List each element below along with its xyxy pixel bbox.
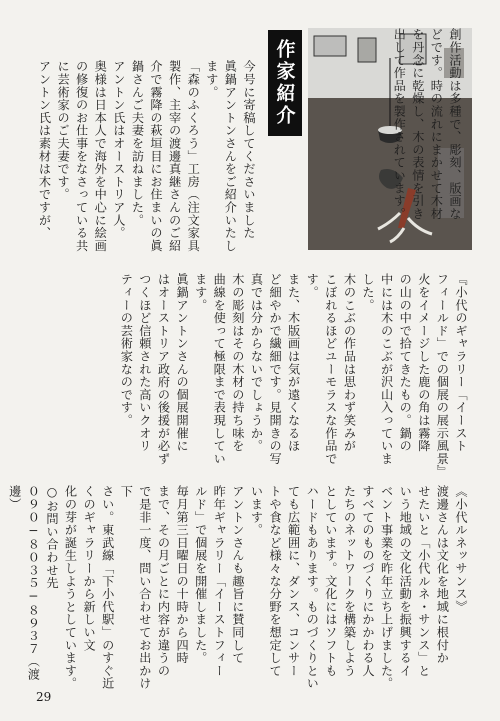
text-line: トや食など様々な分野を想定して: [268, 485, 283, 677]
text-line: ます。: [204, 60, 219, 99]
text-line: 木のこぶの作品は思わず笑みが: [342, 273, 357, 453]
text-line: 奥様は日本人で海外を中心に絵画: [93, 60, 108, 252]
text-line: 曲線を使って極限まで表現してい: [212, 273, 227, 465]
text-line: 出して作品を製作されています。: [392, 28, 407, 220]
section-title: 作家紹介: [268, 30, 302, 136]
text-line: としています。文化にはソフトも: [323, 485, 338, 677]
text-line: に芸術家のご夫妻です。: [56, 60, 71, 201]
text-line: 昨年ギャラリー「イーストフィー: [212, 485, 227, 677]
text-line: ハードもあります。ものづくりとい: [305, 485, 320, 690]
text-line: の修復のお仕事をなさっている共: [74, 60, 89, 252]
text-line: はオーストリア政府の後援が必ず: [156, 273, 171, 465]
text-line: ティーの芸術家なのです。: [119, 273, 134, 427]
text-line: 火をイメージした鹿の角は霧降: [416, 273, 431, 453]
page-number: 29: [36, 690, 52, 704]
text-line: たちのネットワークを構築しよう: [342, 485, 357, 677]
text-line: つくほど信頼された高いクオリ: [137, 273, 152, 453]
text-line: 「森のふくろう」工房（注文家具: [186, 60, 201, 252]
text-line: フィールド」での個展の展示風景』: [435, 273, 450, 478]
text-line: まで、その月ごとに内容が違うの: [156, 485, 171, 677]
text-line: 《小代ルネッサンス》: [454, 485, 468, 613]
text-line: いう地域の文化活動を振興するイ: [398, 485, 413, 677]
text-line: 鍋さんご夫妻を訪ねました。: [130, 60, 145, 227]
text-line: ます。: [193, 273, 208, 312]
text-line: 眞鍋アントンさんをご紹介いたし: [223, 60, 238, 252]
text-line: せたいと「小代ルネ・サンス」と: [416, 485, 431, 677]
renaissance-text: [7, 485, 470, 690]
text-line: で是非一度、問い合わせてお出かけ下: [119, 485, 152, 690]
text-line: すべてのものづくりにかかわる人: [361, 485, 376, 677]
text-line: 渡邊さんは文化を地域に根付か: [435, 485, 450, 665]
text-line: を丹念に乾燥し、木の表情を引き: [410, 28, 425, 220]
text-line: 今号に寄稿してくださいました: [242, 60, 256, 240]
text-line: ても広範囲に、ダンス、コンサー: [286, 485, 301, 677]
text-line: こぼれるほどユーモラスな作品で: [323, 273, 338, 465]
text-line: 眞鍋アントンさんの個展開催に: [175, 273, 190, 453]
intro-text-continued: [346, 28, 464, 253]
text-line: くのギャラリーから新しい文: [82, 485, 97, 652]
text-line: また、木版画は気が遠くなるほ: [286, 273, 301, 453]
text-line: ０９０−８０３５−８９３７（渡邊）: [7, 485, 41, 681]
text-line: 真では分からないでしょうか。: [249, 273, 264, 453]
text-line: す。: [305, 273, 320, 299]
text-line: ベント事業を昨年立ち上げました。: [379, 485, 394, 690]
intro-text: [30, 60, 258, 265]
text-line: の山の中で拾てきたもの。鍋の: [398, 273, 413, 453]
text-line: います。: [249, 485, 264, 537]
text-line: ルド」で個展を開催しました。: [193, 485, 208, 665]
text-line: ○お問い合わせ先: [44, 485, 59, 590]
text-line: どです。時の流れにまかせて木材: [429, 28, 444, 220]
text-line: 木の彫刻はその木材の持ち味を: [230, 273, 245, 453]
text-line: 化の芽が誕生しようとしています。: [63, 485, 78, 690]
text-line: 毎月第三日曜日の十時から四時: [175, 485, 190, 665]
text-line: アントン氏はオーストリア人。: [111, 60, 126, 240]
text-line: した。: [361, 273, 376, 312]
text-line: 創作活動は多種で、彫刻、版画な: [448, 28, 462, 220]
text-line: アントンさんも趣旨に賛同して: [230, 485, 245, 665]
text-line: ど細やかで繊細です。見開きの写: [268, 273, 283, 465]
text-line: さい。東武線「下小代駅」のすぐ近: [100, 485, 115, 690]
text-line: 製作、主宰の渡邊真継さんのご紹: [167, 60, 182, 252]
exhibition-text: [30, 273, 470, 483]
text-line: 介で霧降の萩垣目にお住まいの眞: [149, 60, 164, 252]
text-line: 中には木のこぶが沢山入っていま: [379, 273, 394, 465]
text-line: アントン氏は素材は木ですが、: [37, 60, 52, 240]
text-line: 『小代のギャラリー「イースト: [454, 273, 468, 453]
